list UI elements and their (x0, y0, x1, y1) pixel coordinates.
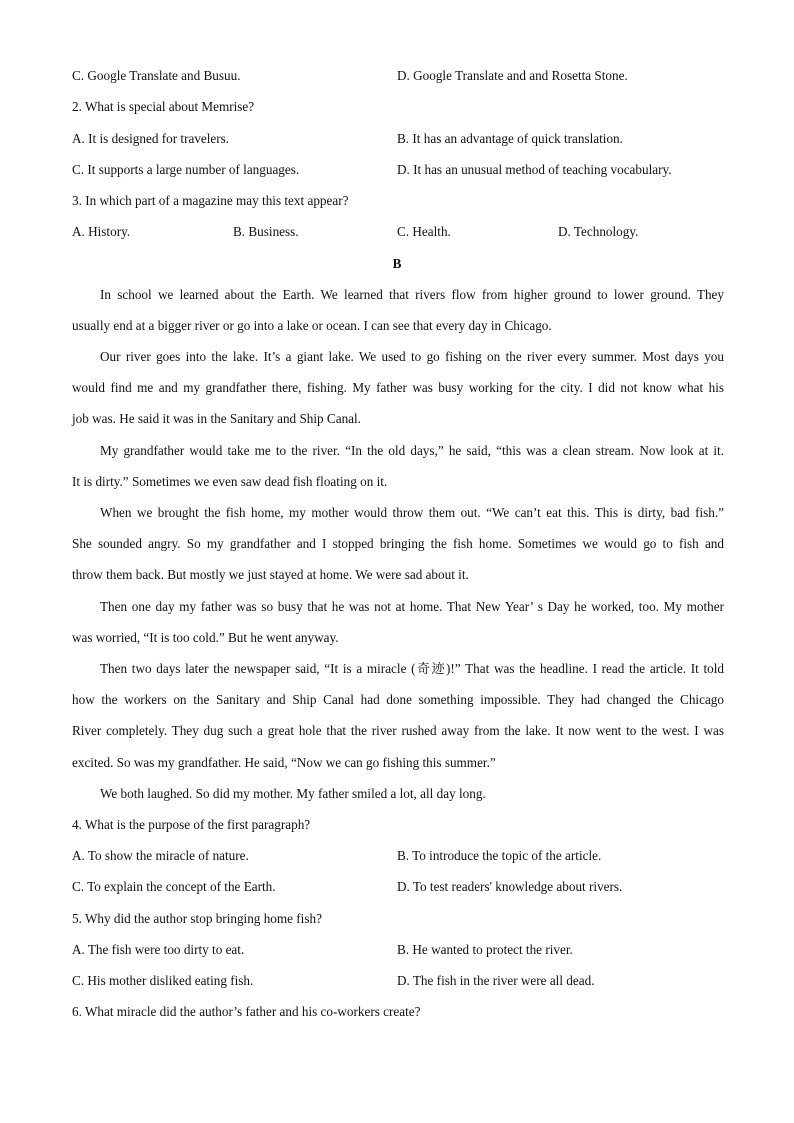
q4-options-row-2 (72, 878, 724, 896)
passage-line: was worried, “It is too cold.” But he went anyway. (72, 630, 339, 645)
q2-option-d: D. It has an unusual method of teaching vocabulary. (397, 162, 672, 177)
q3-option-d: D. Technology. (558, 224, 639, 239)
passage-line: throw them back. But mostly we just stayed at home. We were sad about it. (72, 567, 469, 582)
q5-options-row-2 (72, 972, 724, 990)
q1-option-d: D. Google Translate and and Rosetta Stone. (397, 68, 628, 83)
q4-options-row-1 (72, 847, 724, 865)
passage-line: how the workers on the Sanitary and Ship Canal had done something impossible. They had changed the Chicago (72, 692, 724, 707)
q3-option-b: B. Business. (233, 224, 299, 239)
q5-option-b: B. He wanted to protect the river. (397, 942, 573, 957)
q5-option-d: D. The fish in the river were all dead. (397, 973, 595, 988)
passage-line: My grandfather would take me to the river. “In the old days,” he said, “this was a clean stream. Now look at it. (100, 443, 724, 458)
passage-line: When we brought the fish home, my mother would throw them out. “We can’t eat this. This is dirty, bad fish.” (100, 505, 724, 520)
q4-option-b: B. To introduce the topic of the article. (397, 848, 602, 863)
q3-options-row (72, 223, 724, 241)
q5-option-a: A. The fish were too dirty to eat. (72, 942, 245, 957)
passage-line: Then one day my father was so busy that he was not at home. That New Year’ s Day he worked, too. My mother (100, 599, 724, 614)
passage-line: job was. He said it was in the Sanitary and Ship Canal. (72, 411, 361, 426)
passage-line: Then two days later the newspaper said, “It is a miracle (奇迹)!” That was the headline. I read the article. It told (100, 661, 724, 676)
q2-option-c: C. It supports a large number of languages. (72, 162, 300, 177)
passage-line: excited. So was my grandfather. He said, “Now we can go fishing this summer.” (72, 755, 496, 770)
passage-line: We both laughed. So did my mother. My father smiled a lot, all day long. (100, 786, 486, 801)
q6-stem: 6. What miracle did the author’s father and his co-workers create? (72, 1004, 421, 1019)
passage-line: River completely. They dug such a great hole that the river rushed away from the lake. It now went to the west. I was (72, 723, 724, 738)
q4-option-a: A. To show the miracle of nature. (72, 848, 249, 863)
q1-option-c: C. Google Translate and Busuu. (72, 68, 241, 83)
q4-option-c: C. To explain the concept of the Earth. (72, 879, 276, 894)
q2-option-b: B. It has an advantage of quick translation. (397, 131, 623, 146)
q3-option-c: C. Health. (397, 224, 451, 239)
q1-options-row (72, 67, 724, 85)
q5-option-c: C. His mother disliked eating fish. (72, 973, 254, 988)
q3-stem: 3. In which part of a magazine may this text appear? (72, 193, 349, 208)
passage-line: usually end at a bigger river or go into a lake or ocean. I can see that every day in Chicago. (72, 318, 552, 333)
q5-stem: 5. Why did the author stop bringing home fish? (72, 911, 322, 926)
q2-options-row-1 (72, 130, 724, 148)
q2-options-row-2 (72, 161, 724, 179)
q4-option-d: D. To test readers' knowledge about rivers. (397, 879, 623, 894)
q2-option-a: A. It is designed for travelers. (72, 131, 230, 146)
passage-line: It is dirty.” Sometimes we even saw dead fish floating on it. (72, 474, 388, 489)
q4-stem: 4. What is the purpose of the first paragraph? (72, 817, 311, 832)
passage-line: Our river goes into the lake. It’s a giant lake. We used to go fishing on the river every summer. Most days you (100, 349, 724, 364)
q3-option-a: A. History. (72, 224, 131, 239)
section-b-heading: B (392, 256, 402, 271)
passage-line: would find me and my grandfather there, fishing. My father was busy working for the city. I did not know what his (72, 380, 724, 395)
q5-options-row-1 (72, 941, 724, 959)
q2-stem: 2. What is special about Memrise? (72, 99, 255, 114)
passage-line: In school we learned about the Earth. We learned that rivers flow from higher ground to lower ground. They (100, 287, 724, 302)
passage-line: She sounded angry. So my grandfather and I stopped bringing the fish home. Sometimes we would go to fish and (72, 536, 724, 551)
